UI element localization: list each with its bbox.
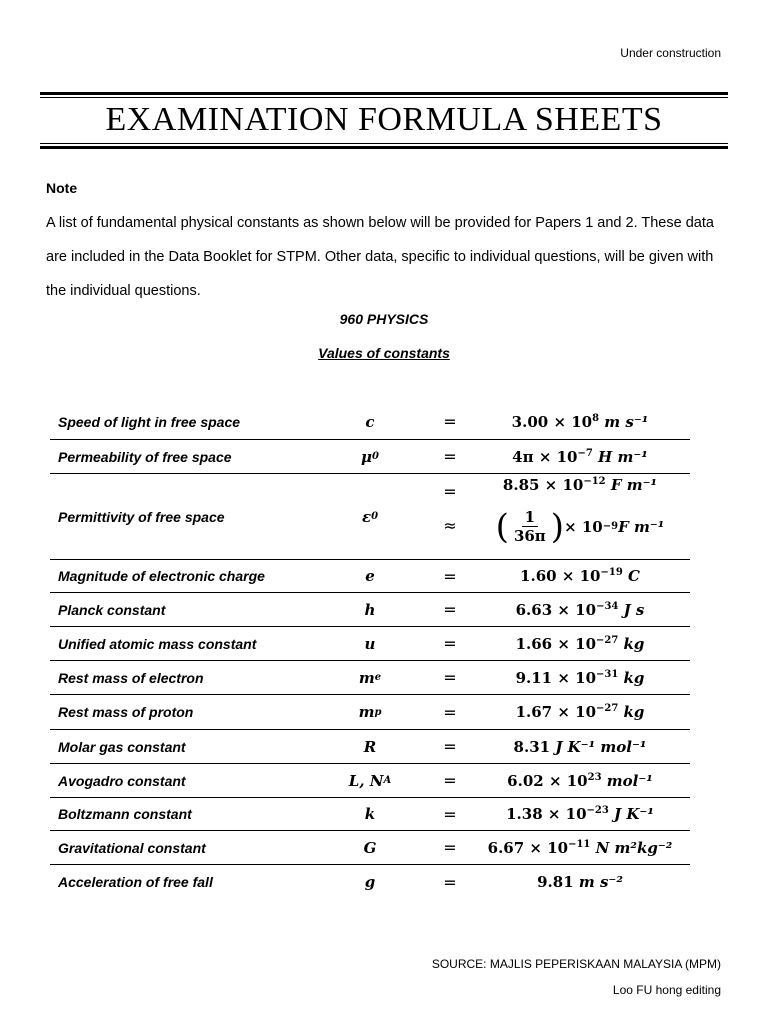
constant-exponent: −11 [568,838,591,850]
symbol-subscript: A [383,775,392,786]
title-rule-bottom-thin [40,143,728,144]
constant-value-expression [512,448,648,466]
constant-name: Unified atomic mass constant [58,635,257,652]
constant-value-expression [512,413,649,431]
table-row [50,627,690,661]
constant-value-expression [516,703,645,721]
fraction-denominator: 36π [513,527,546,545]
constant-mantissa: 4π [512,447,534,466]
constant-unit: J K⁻¹ mol⁻¹ [550,737,647,756]
constant-unit: F m⁻¹ [618,517,665,536]
constant-mantissa: 6.02 [507,771,544,790]
table-row [50,695,690,730]
symbol-letter: e [365,567,375,585]
table-row [50,831,690,865]
constant-value-expression [488,839,673,857]
editor-credit: Loo FU hong editing [612,983,721,997]
constant-exponent: −27 [596,703,619,714]
subject-heading: 960 PHYSICS [339,311,429,327]
constant-symbol [340,593,400,626]
constant-symbol [340,798,400,830]
symbol-subscript: p [374,706,382,718]
title-rule-top-thick [40,92,728,95]
constant-value-expression [514,738,647,756]
times-sign: × 10 [524,838,569,857]
times-sign: × 10 [548,412,593,431]
times-sign: × 10 [552,668,597,687]
constant-exponent: −9 [602,521,619,532]
constant-name: Gravitational constant [58,839,206,856]
times-sign: × 10 [552,600,597,619]
symbol-letter: m [358,668,375,687]
constant-name: Acceleration of free fall [58,874,213,890]
symbol-letter: k [364,805,376,823]
constant-value [470,764,690,797]
table-row [50,730,690,764]
equals-sign: = [443,668,457,687]
equals-sign: = [443,412,457,431]
equals-sign: = [443,702,457,722]
constant-symbol [340,695,400,729]
constant-name: Molar gas constant [58,738,186,755]
constant-name: Magnitude of electronic charge [58,568,265,584]
constant-value [470,798,690,830]
constant-symbol [340,404,400,439]
times-sign: × 10 [543,771,588,790]
table-row [50,404,690,440]
symbol-letter: c [365,412,375,431]
times-sign: × 10 [552,703,597,721]
constant-exponent: −31 [596,668,619,680]
symbol-letter: G [363,838,377,857]
constant-unit: kg [618,703,645,721]
constant-value-approx [470,508,690,545]
equals-sign: = [443,566,457,586]
constant-exponent: 23 [587,771,602,783]
constant-name: Rest mass of electron [58,669,204,686]
fraction-numerator: 1 [522,508,538,527]
times-sign: × 10 [556,567,601,585]
title-rule-bottom-thick [40,146,728,149]
equals-sign: = [443,737,457,756]
table-row [50,440,690,474]
table-row [50,560,690,593]
equals-sign: = [443,838,457,857]
equals-sign: = [443,634,457,653]
table-row [50,661,690,695]
constant-symbol [340,730,400,763]
constant-exponent: 8 [592,412,600,424]
constant-name: Permeability of free space [58,448,232,465]
constant-value [470,730,690,763]
constant-name: Boltzmann constant [58,806,192,822]
constant-value [470,404,690,439]
constant-name: Planck constant [58,601,166,618]
constant-number: 8.31 [513,737,551,756]
close-paren: ) [550,506,565,547]
equals-sign: = [443,771,457,790]
fraction [511,508,549,545]
constant-value [470,831,690,864]
constant-value-expression [516,635,645,653]
constant-value [470,476,690,494]
constant-unit: C [622,567,640,585]
equals-sign: = [443,804,457,824]
constant-exponent: −34 [596,600,619,612]
constant-value [470,440,690,473]
table-row [50,474,690,560]
constant-number: 9.81 [537,873,574,891]
times-sign: × 10 [542,805,587,823]
constant-mantissa: 1.66 [515,634,553,653]
constant-mantissa: 3.00 [511,412,549,431]
constant-unit: kg [618,668,645,687]
equals-sign: = [443,600,457,619]
constant-unit: H m⁻¹ [592,447,648,466]
constant-value [470,627,690,660]
symbol-subscript: 0 [371,511,379,522]
constant-symbol [340,764,400,797]
constant-mantissa: 6.63 [515,600,553,619]
constant-exponent: −23 [586,805,609,816]
symbol-letter: u [364,634,376,653]
constant-value-expression [506,805,654,823]
table-row [50,764,690,798]
constant-symbol [340,560,400,592]
constant-unit: kg [618,634,645,653]
symbol-letter: g [364,873,376,891]
times-sign: × 10 [533,447,578,466]
constant-unit: m s⁻² [573,873,623,891]
symbol-letter: ε [361,507,372,526]
equals-sign: = [443,447,457,466]
table-row [50,593,690,627]
constant-value [470,560,690,592]
constant-name: Rest mass of proton [58,704,194,720]
symbol-letter: R [363,737,377,756]
equals-sign: = [443,482,457,501]
constant-unit: m s⁻¹ [599,412,649,431]
times-sign: × 10 [552,634,597,653]
constant-symbol [340,661,400,694]
constant-unit: N m²kg⁻² [590,838,673,857]
constant-symbol [340,474,400,559]
note-heading: Note [46,180,78,196]
constant-mantissa: 6.67 [487,838,525,857]
constant-value [470,661,690,694]
status-note: Under construction [620,46,721,60]
symbol-letter: L, N [348,771,384,790]
constant-exponent: −7 [577,447,593,459]
constant-value [470,695,690,729]
page-title: EXAMINATION FORMULA SHEETS [105,101,663,138]
constant-value-expression [516,601,645,619]
constant-value-expression [537,873,623,891]
constant-symbol [340,831,400,864]
constant-mantissa: 1.67 [515,703,553,721]
fraction-expression [496,508,564,545]
symbol-letter: μ [361,447,372,466]
equals-sign: = [443,872,457,892]
note-body: A list of fundamental physical constants as shown below will be provided for Papers 1 and 2. These data are included in the Data Booklet for STPM. Other data, specific to individual questions, will be given with the individual questions. [46,215,714,299]
constant-symbol [340,440,400,473]
times-sign: × 10 [564,517,603,536]
title-rule-top-thin [40,97,728,98]
constant-exponent: −12 [583,476,606,487]
constant-value-expression [503,476,657,494]
constant-mantissa: 1.38 [506,805,543,823]
constants-table [50,404,690,899]
symbol-subscript: 0 [372,451,379,462]
constant-value [470,865,690,899]
constant-mantissa: 8.85 [502,476,540,494]
constants-subtitle: Values of constants [318,345,450,361]
symbol-subscript: e [374,672,382,683]
constant-unit: J s [618,600,645,619]
approx-sign: ≈ [443,516,457,535]
constant-unit: J K⁻¹ [608,805,654,823]
constant-symbol [340,865,400,899]
table-row [50,798,690,831]
constant-mantissa: 9.11 [515,668,553,687]
times-sign: × 10 [539,476,584,494]
constant-name: Permittivity of free space [58,508,225,525]
symbol-letter: h [364,600,376,619]
symbol-letter: m [358,703,375,721]
constant-name: Speed of light in free space [58,413,241,430]
constant-value-expression [516,669,645,687]
constant-exponent: −27 [596,634,619,646]
constant-value [470,593,690,626]
constant-value-expression [520,567,640,585]
constant-exponent: −19 [600,567,623,578]
constant-name: Avogadro constant [58,772,186,789]
constant-value-expression [507,772,653,790]
constant-symbol [340,627,400,660]
constant-unit: mol⁻¹ [601,771,653,790]
constant-mantissa: 1.60 [520,567,557,585]
table-row [50,865,690,899]
open-paren: ( [495,506,509,547]
source-credit: SOURCE: MAJLIS PEPERISKAAN MALAYSIA (MPM) [431,957,721,971]
constant-unit: F m⁻¹ [605,476,658,494]
